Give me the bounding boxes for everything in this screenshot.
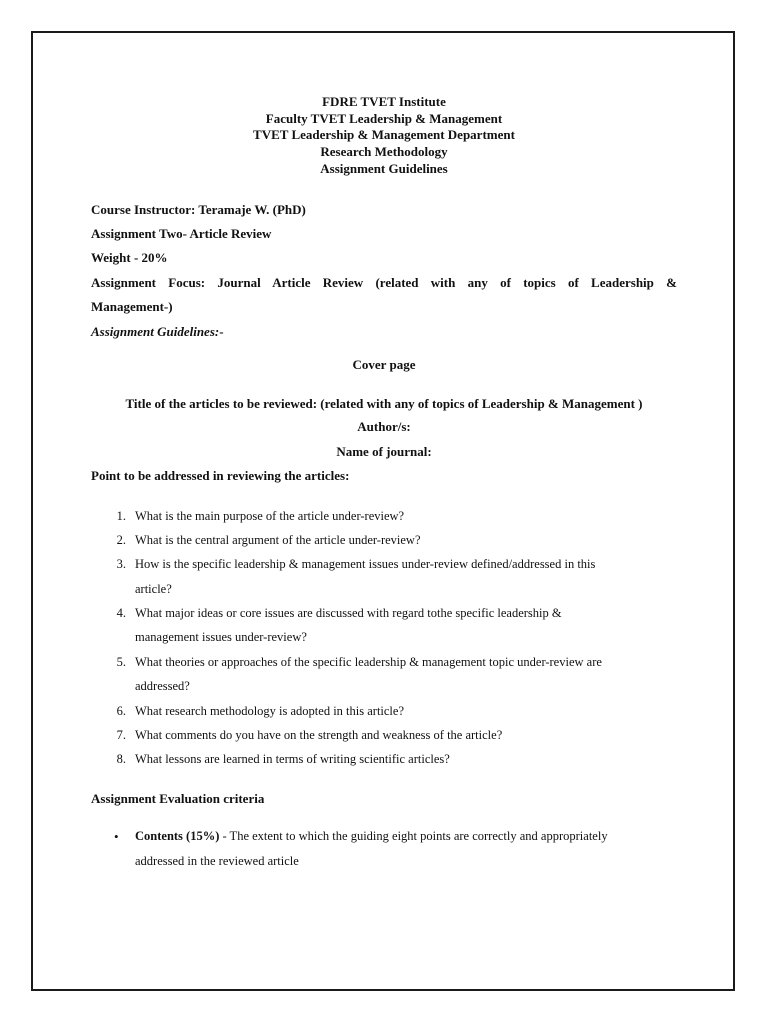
course-instructor: Course Instructor: Teramaje W. (PhD) — [91, 202, 306, 217]
list-item-continued: addressed? — [135, 679, 190, 693]
list-item-number: 4. — [116, 606, 126, 620]
list-item-number: 8. — [116, 752, 126, 766]
contents-criterion-text: - The extent to which the guiding eight points are correctly and appropriately — [219, 829, 608, 843]
assignment-weight: Weight - 20% — [91, 250, 168, 265]
faculty-name: Faculty TVET Leadership & Management — [265, 111, 503, 126]
contents-criterion-continued: addressed in the reviewed article — [135, 854, 299, 868]
department-name: TVET Leadership & Management Department — [253, 127, 515, 142]
list-item: What major ideas or core issues are discussed with regard tothe specific leadership & — [135, 606, 562, 620]
guidelines-suffix: - — [219, 324, 224, 339]
list-item-number: 1. — [116, 509, 126, 523]
institute-name: FDRE TVET Institute — [322, 94, 446, 109]
contents-criterion — [135, 829, 608, 844]
list-item-number: 3. — [116, 557, 126, 571]
list-item: What comments do you have on the strength and weakness of the article? — [135, 728, 503, 742]
list-item: What theories or approaches of the specific leadership & management topic under-review are — [135, 655, 602, 669]
cover-page-heading: Cover page — [352, 357, 416, 372]
guidelines-label: Assignment Guidelines: — [91, 324, 220, 339]
assignment-focus: Assignment Focus: Journal Article Review (related with any of topics of Leadership & — [91, 275, 677, 290]
bullet-icon: • — [114, 829, 119, 844]
list-item-continued: article? — [135, 582, 172, 596]
author-line: Author/s: — [357, 419, 411, 434]
list-item: How is the specific leadership & management issues under-review defined/addressed in this — [135, 557, 596, 571]
course-name: Research Methodology — [320, 144, 448, 159]
article-title-line: Title of the articles to be reviewed: (related with any of topics of Leadership & Management ) — [125, 396, 643, 411]
list-item: What research methodology is adopted in this article? — [135, 704, 405, 718]
assignment-focus-continued: Management-) — [91, 299, 173, 314]
list-item-number: 7. — [116, 728, 126, 742]
evaluation-heading: Assignment Evaluation criteria — [91, 791, 265, 806]
journal-name-line: Name of journal: — [336, 444, 432, 459]
list-item: What is the central argument of the article under-review? — [135, 533, 421, 547]
list-item: What is the main purpose of the article under-review? — [135, 509, 405, 523]
guidelines-heading — [91, 324, 224, 340]
document-title: Assignment Guidelines — [320, 161, 448, 176]
contents-criterion-label: Contents (15%) — [135, 829, 220, 843]
assignment-name: Assignment Two- Article Review — [91, 226, 272, 241]
list-item-number: 6. — [116, 704, 126, 718]
list-item-number: 2. — [116, 533, 126, 547]
points-heading: Point to be addressed in reviewing the articles: — [91, 468, 350, 483]
list-item-continued: management issues under-review? — [135, 630, 307, 644]
list-item: What lessons are learned in terms of writing scientific articles? — [135, 752, 450, 766]
list-item-number: 5. — [116, 655, 126, 669]
